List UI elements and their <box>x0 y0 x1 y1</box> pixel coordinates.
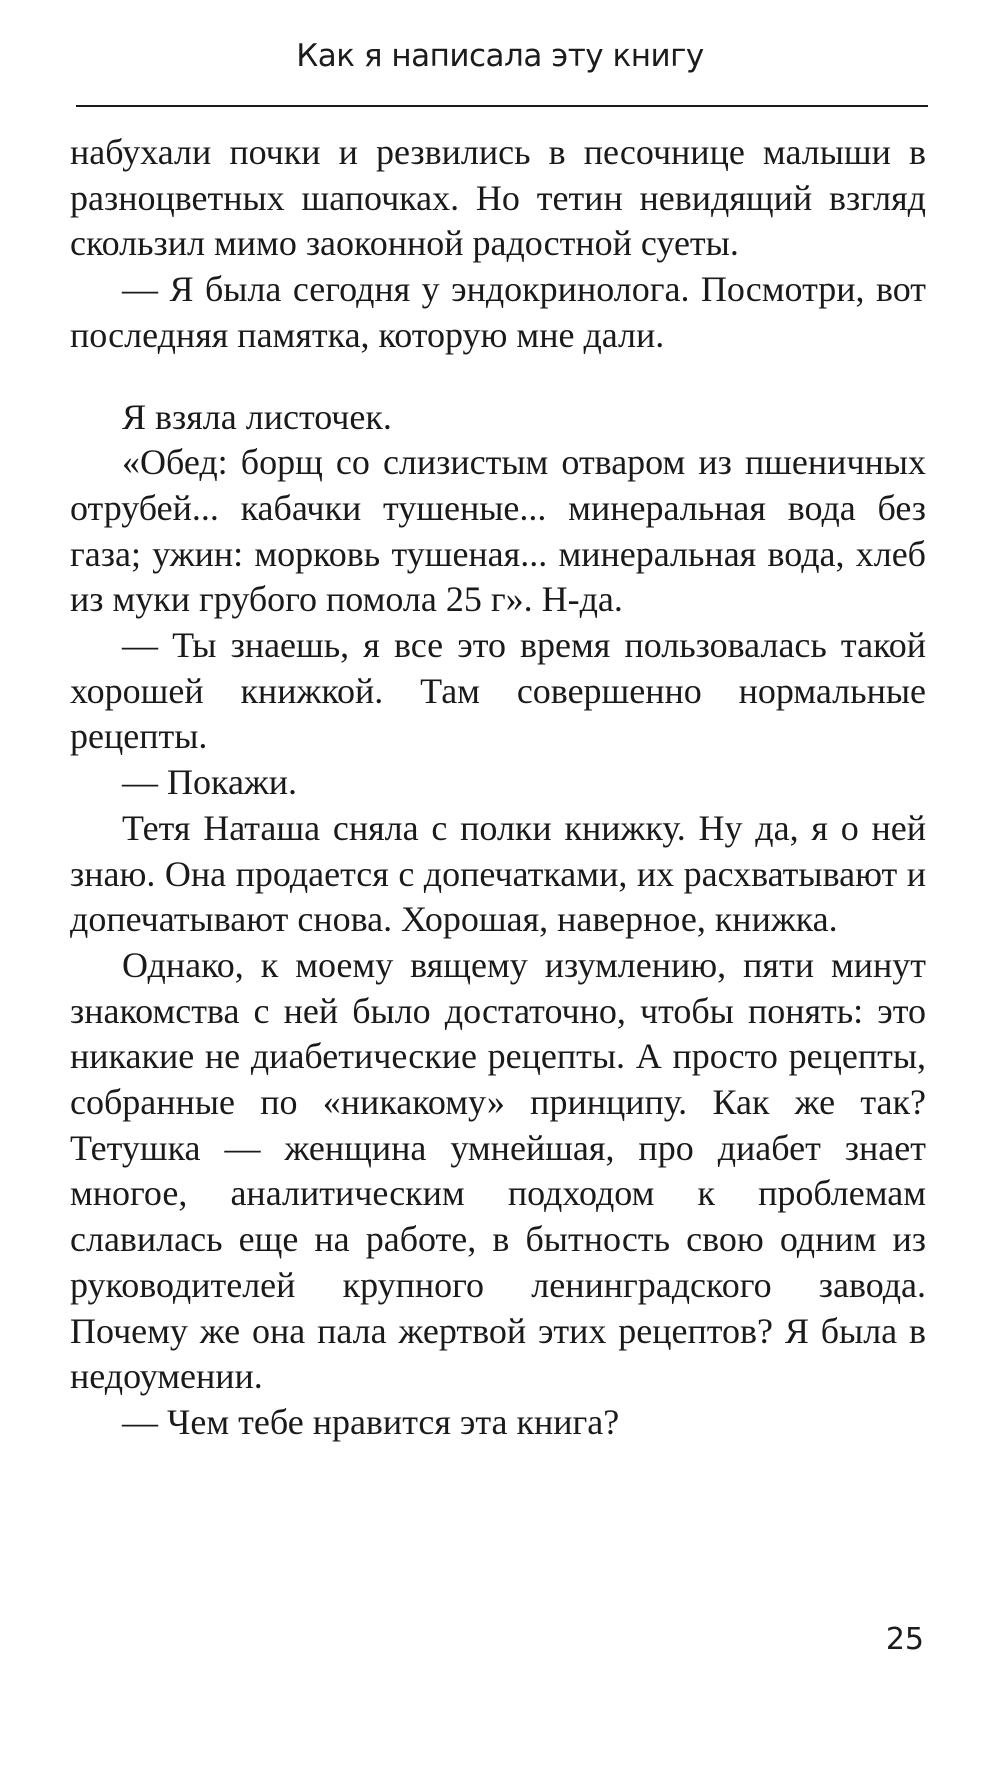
paragraph: Тетя Наташа сняла с полки книжку. Ну да, я о ней знаю. Она продается с допечатками, их расхватывают и допечатывают снова. Хорошая, наверное, книжка. <box>70 807 926 940</box>
page-number: 25 <box>885 1622 924 1657</box>
paragraph-continuation: набухали почки и резвились в песочнице малыши в разноцветных шапочках. Но тетин невидящий взгляд скользил мимо заоконной радостной суеты. <box>70 132 926 264</box>
running-head: Как я написала эту книгу <box>296 38 704 74</box>
paragraph-dialogue: — Чем тебе нравится эта книга? <box>122 1401 620 1442</box>
paragraph-dialogue: — Ты знаешь, я все это время пользовалась такой хорошей книжкой. Там совершенно нормальные рецепты. <box>70 625 926 757</box>
paragraph: Я взяла листочек. <box>122 396 392 437</box>
header-rule <box>76 105 928 107</box>
page-body <box>70 130 926 1446</box>
paragraph-dialogue: — Покажи. <box>122 762 298 803</box>
paragraph: Однако, к моему вящему изумлению, пяти минут знакомства с ней было достаточно, чтобы понять: это никакие не диабетические рецепты. А просто рецепты, собранные по «никакому» принципу. Как же так? Тетушка — женщина умнейшая, про диабет знает многое, аналитическим подходом к проблемам славилась еще на работе, в бытность свою одним из руководителей крупного ленинградского завода. Почему же она пала жертвой этих рецептов? Я была в недоумении. <box>70 944 926 1397</box>
paragraph-quote: «Обед: борщ со слизистым отваром из пшеничных отрубей... кабачки тушеные... минеральная вода без газа; ужин: морковь тушеная... минеральная вода, хлеб из муки грубого помола 25 г». Н-да. <box>70 442 926 620</box>
paragraph-dialogue: — Я была сегодня у эндокринолога. Посмотри, вот последняя памятка, которую мне дали. <box>70 269 926 355</box>
